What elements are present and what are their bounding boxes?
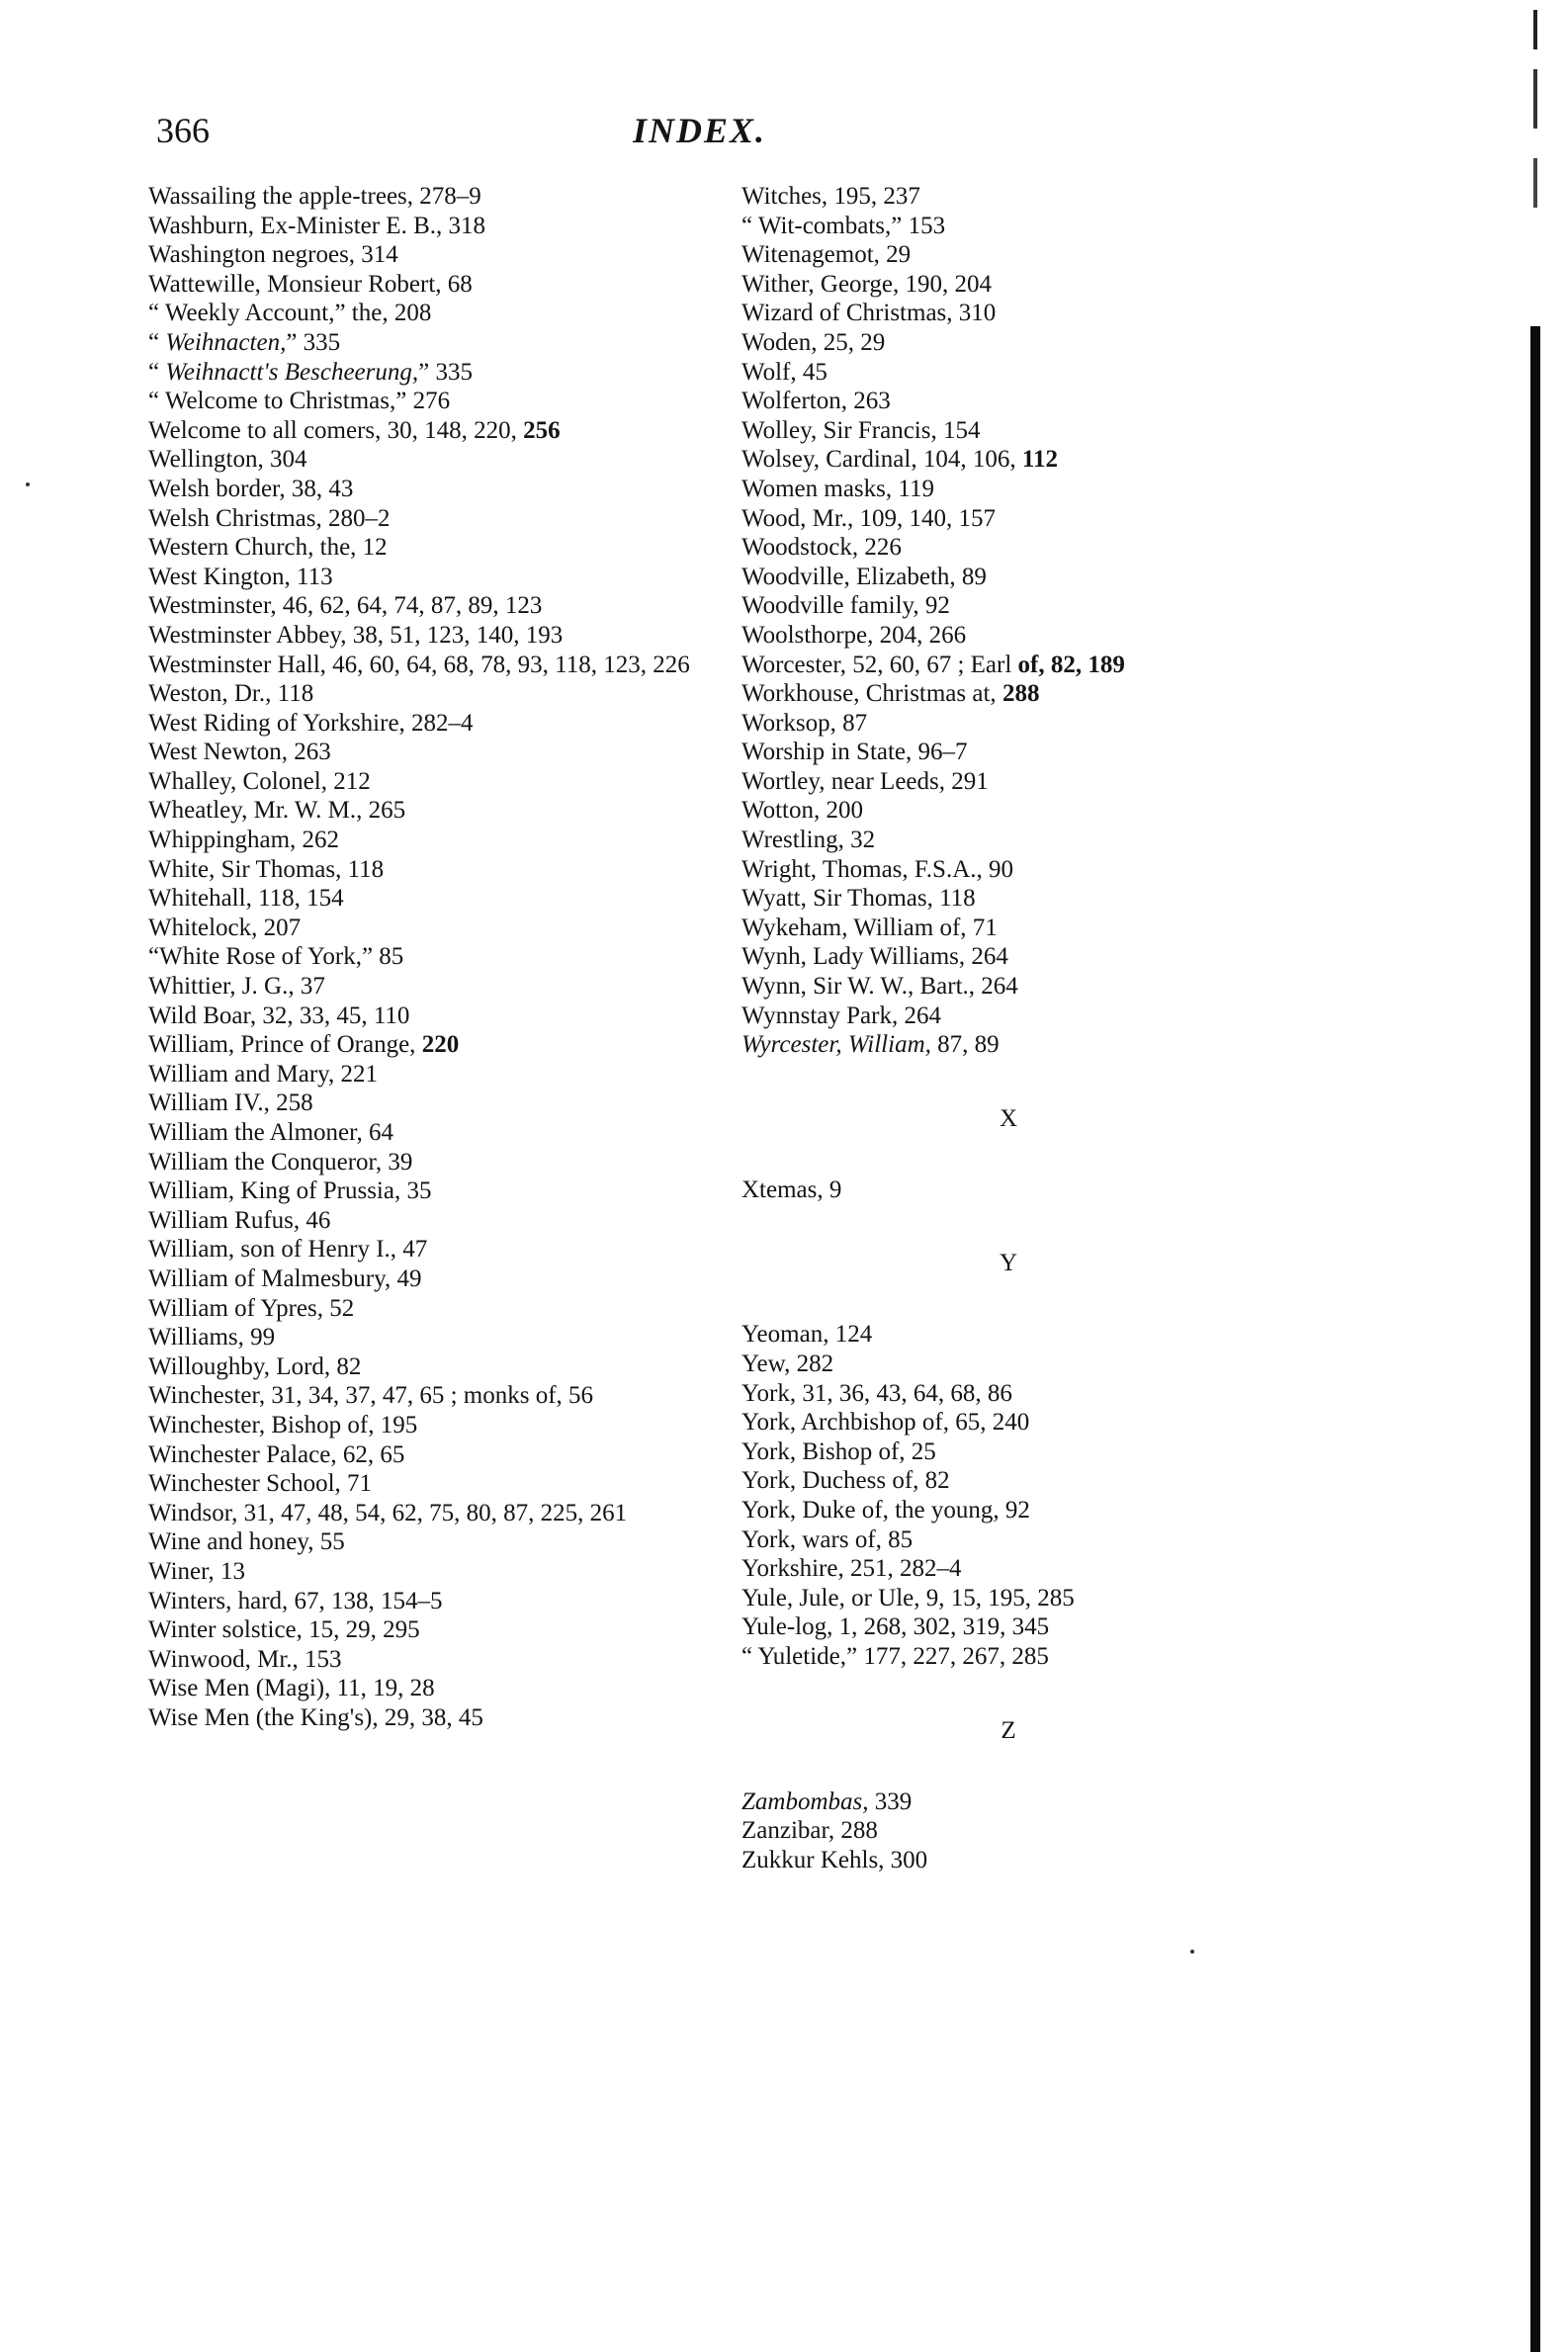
entry-text: William the Conqueror, 39 [148,1148,413,1176]
index-entry [148,475,702,504]
index-entry [148,270,702,300]
index-entry [741,1584,1295,1613]
index-entry [741,1612,1295,1642]
index-entry [148,855,702,885]
index-entry [148,212,702,241]
index-entry [741,563,1295,592]
entry-post: 339 [868,1787,913,1815]
entry-text: West Kington, 113 [148,563,333,590]
entry-bold: 112 [1021,446,1058,474]
entry-text: William of Malmesbury, 49 [148,1264,422,1292]
entry-text: Whitelock, 207 [148,914,302,941]
entry-text: “ Wit-combats,” 153 [741,212,946,239]
index-entry [148,796,702,826]
entry-text: Witenagemot, 29 [741,241,912,269]
index-entry [148,1206,702,1236]
index-entry [741,358,1295,388]
index-entry [741,651,1295,680]
index-entry [741,621,1295,651]
index-entry [741,1379,1295,1409]
index-entry [148,563,702,592]
w-entries [741,182,1295,1060]
entry-text: “ Welcome to Christmas,” 276 [148,388,451,415]
index-entry [148,1060,702,1089]
index-entry [741,1787,1295,1817]
page-edge-marks [1533,10,1537,297]
index-entry [741,1466,1295,1496]
entry-text: Washburn, Ex-Minister E. B., 318 [148,212,486,239]
page-title: INDEX. [633,111,767,150]
entry-text: William the Almoner, 64 [148,1119,393,1146]
index-entry [741,387,1295,416]
index-entry [148,942,702,972]
index-entry [741,1496,1295,1525]
entry-text: William, Prince of Orange, [148,1031,422,1059]
entry-text: Welsh border, 38, 43 [148,475,354,502]
entry-text: Yew, 282 [741,1350,834,1377]
entry-text: Wassailing the apple-trees, 278–9 [148,183,481,210]
index-entry [148,709,702,739]
index-entry [148,826,702,855]
index-entry [741,533,1295,563]
entry-bold: 288 [1002,680,1040,708]
entry-text: Winter solstice, 15, 29, 295 [148,1616,420,1644]
entry-text: Zukkur Kehls, 300 [741,1846,928,1873]
index-entry [148,1615,702,1645]
entry-text: Winchester, Bishop of, 195 [148,1411,418,1438]
z-entries [741,1787,1295,1875]
entry-text: Westminster Abbey, 38, 51, 123, 140, 193 [148,621,564,649]
index-entry [148,1587,702,1616]
entry-text: Wolf, 45 [741,358,828,386]
entry-post: ” 335 [286,328,341,356]
entry-italic: Zambombas, [741,1787,869,1815]
entry-text: Wheatley, Mr. W. M., 265 [148,797,406,825]
index-entry [741,738,1295,767]
entry-text: Yorkshire, 251, 282–4 [741,1555,962,1583]
entry-text: Witches, 195, 237 [741,183,920,210]
entry-text: “ Yuletide,” 177, 227, 267, 285 [741,1642,1049,1670]
entry-text: Winchester, 31, 34, 37, 47, 65 ; monks of, 56 [148,1382,594,1410]
index-entry [148,1440,702,1470]
index-entry [148,182,702,212]
entry-pre: “ [148,328,166,356]
index-entry [741,1408,1295,1437]
entry-text: Welsh Christmas, 280–2 [148,504,391,532]
entry-text: Wolley, Sir Francis, 154 [741,416,981,444]
entry-text: William of Ypres, 52 [148,1294,355,1322]
index-entry [148,328,702,358]
entry-text: Wyatt, Sir Thomas, 118 [741,885,976,913]
index-entry [741,1554,1295,1584]
entry-italic: Weihnacten, [165,328,287,356]
entry-text: Williams, 99 [148,1324,276,1351]
index-entry [148,1148,702,1177]
index-entry [741,826,1295,855]
index-entry [148,738,702,767]
index-entry [148,679,702,709]
index-entry [741,884,1295,914]
entry-text: Worksop, 87 [741,709,868,737]
index-entry [148,1002,702,1031]
index-entry [148,1264,702,1294]
index-entry [148,1089,702,1118]
scan-speck [1190,1950,1194,1954]
entry-text: Whitehall, 118, 154 [148,885,344,913]
index-entry [741,240,1295,270]
entry-text: Whippingham, 262 [148,827,340,854]
entry-text: Woolsthorpe, 204, 266 [741,621,967,649]
index-entry [148,1557,702,1587]
entry-text: William and Mary, 221 [148,1060,379,1088]
entry-text: Wizard of Christmas, 310 [741,300,997,327]
entry-bold: 220 [421,1031,460,1059]
index-entry [741,270,1295,300]
page-edge-shadow [1530,326,1540,2352]
index-entry [741,445,1295,475]
index-column-left [148,182,702,1732]
entry-text: Wynn, Sir W. W., Bart., 264 [741,973,1018,1001]
entry-text: Wellington, 304 [148,446,307,474]
index-entry [148,1294,702,1324]
index-entry [148,1176,702,1206]
index-entry [148,651,702,680]
page-number: 366 [156,111,210,150]
entry-text: Woodville family, 92 [741,592,950,620]
index-entry [148,358,702,388]
entry-text: Weston, Dr., 118 [148,680,314,708]
entry-text: York, Archbishop of, 65, 240 [741,1409,1030,1437]
section-heading-y: Y [999,1250,1018,1277]
entry-text: William Rufus, 46 [148,1206,331,1234]
entry-text: Wine and honey, 55 [148,1528,345,1556]
entry-text: Yeoman, 124 [741,1321,873,1349]
entry-text: Worcester, 52, 60, 67 ; Earl [741,651,1018,678]
entry-text: Workhouse, Christmas at, [741,680,1002,708]
index-entry [148,621,702,651]
index-entry [741,709,1295,739]
entry-text: William IV., 258 [148,1089,313,1117]
entry-text: Whittier, J. G., 37 [148,973,325,1001]
entry-text: Women masks, 119 [741,475,934,502]
index-entry [148,767,702,797]
entry-text: Wood, Mr., 109, 140, 157 [741,504,997,532]
index-entry [741,855,1295,885]
index-entry [148,1118,702,1148]
entry-text: Westminster Hall, 46, 60, 64, 68, 78, 93, 118, 123, 226 [148,651,690,678]
entry-text: Winchester School, 71 [148,1470,373,1498]
index-entry [148,1469,702,1499]
entry-text: Western Church, the, 12 [148,534,388,562]
entry-bold: of, 82, 189 [1017,651,1125,678]
index-entry [148,1703,702,1733]
page-header [0,107,1568,154]
index-entry [741,591,1295,621]
index-entry [741,299,1295,328]
index-entry [148,1381,702,1411]
index-entry [741,1002,1295,1031]
entry-text: York, 31, 36, 43, 64, 68, 86 [741,1379,1012,1407]
y-entries [741,1320,1295,1671]
index-entry [741,475,1295,504]
index-entry [148,1030,702,1060]
entry-text: Winwood, Mr., 153 [148,1645,342,1673]
entry-text: Yule, Jule, or Ule, 9, 15, 195, 285 [741,1584,1075,1612]
index-entry [148,1499,702,1528]
entry-text: Winters, hard, 67, 138, 154–5 [148,1587,443,1614]
entry-italic: Wyrcester, William, [741,1031,931,1059]
index-entry [148,1235,702,1264]
entry-text: Windsor, 31, 47, 48, 54, 62, 75, 80, 87, 225, 261 [148,1499,628,1526]
entry-text: Wortley, near Leeds, 291 [741,767,989,795]
index-entry [741,942,1295,972]
entry-text: Wise Men (Magi), 11, 19, 28 [148,1675,435,1702]
index-entry [148,387,702,416]
index-entry [741,1642,1295,1672]
entry-text: Wolferton, 263 [741,388,891,415]
entry-bold: 256 [523,416,561,444]
index-entry [741,504,1295,534]
entry-text: Winchester Palace, 62, 65 [148,1440,405,1468]
index-entry [148,972,702,1002]
entry-text: William, King of Prussia, 35 [148,1177,432,1205]
index-entry [741,679,1295,709]
index-entry [741,1816,1295,1846]
entry-italic: Weihnactt's Bescheerung, [165,358,419,386]
index-entry [741,972,1295,1002]
scan-speck [26,482,30,486]
entry-text: York, Duke of, the young, 92 [741,1496,1030,1524]
entry-text: York, Bishop of, 25 [741,1437,936,1465]
entry-text: Wykeham, William of, 71 [741,914,998,941]
entry-text: Wright, Thomas, F.S.A., 90 [741,855,1014,883]
index-entry [148,1352,702,1382]
entry-text: Worship in State, 96–7 [741,739,968,766]
index-entry [741,1525,1295,1555]
entry-text: Xtemas, 9 [741,1176,842,1203]
entry-text: Wither, George, 190, 204 [741,270,993,298]
entry-text: Wynnstay Park, 264 [741,1002,941,1029]
entry-text: Woodstock, 226 [741,534,902,562]
index-entry [148,1411,702,1440]
index-entry [148,504,702,534]
entry-post: ” 335 [418,358,473,386]
index-entry [148,1323,702,1352]
entry-text: “White Rose of York,” 85 [148,943,404,971]
index-entry [741,212,1295,241]
index-entry [741,796,1295,826]
index-entry [148,416,702,446]
entry-text: York, wars of, 85 [741,1525,914,1553]
index-entry [148,533,702,563]
index-entry [741,1437,1295,1467]
index-entry [741,1320,1295,1350]
entry-text: William, son of Henry I., 47 [148,1236,428,1263]
entry-text: Wattewille, Monsieur Robert, 68 [148,270,473,298]
entry-text: Wolsey, Cardinal, 104, 106, [741,446,1022,474]
index-entry [741,416,1295,446]
index-column-right [741,182,1295,1874]
index-entry [148,1527,702,1557]
entry-text: Wynh, Lady Williams, 264 [741,943,1008,971]
entry-text: Wrestling, 32 [741,827,876,854]
index-entry [148,1674,702,1703]
entry-text: Wild Boar, 32, 33, 45, 110 [148,1002,410,1029]
index-entry [148,240,702,270]
entry-text: Wise Men (the King's), 29, 38, 45 [148,1703,483,1731]
section-heading-z: Z [1001,1716,1016,1744]
entry-text: Yule-log, 1, 268, 302, 319, 345 [741,1613,1050,1641]
index-entry [741,767,1295,797]
index-entry [148,299,702,328]
index-entry [148,1645,702,1675]
entry-text: Welcome to all comers, 30, 148, 220, [148,416,524,444]
entry-text: Woodville, Elizabeth, 89 [741,563,987,590]
index-entry [148,914,702,943]
entry-text: York, Duchess of, 82 [741,1467,950,1495]
entry-post: 87, 89 [930,1031,1000,1059]
index-entry [741,1030,1295,1060]
entry-text: Wotton, 200 [741,797,863,825]
entry-text: White, Sir Thomas, 118 [148,855,385,883]
index-entry [148,445,702,475]
index-entry [741,1176,1295,1205]
index-entry [741,182,1295,212]
entry-text: Woden, 25, 29 [741,328,886,356]
entry-text: Whalley, Colonel, 212 [148,767,371,795]
entry-text: Winer, 13 [148,1557,245,1585]
entry-text: West Riding of Yorkshire, 282–4 [148,709,474,737]
index-entry [148,884,702,914]
x-entries [741,1176,1295,1205]
entry-text: “ Weekly Account,” the, 208 [148,300,432,327]
entry-text: Westminster, 46, 62, 64, 74, 87, 89, 123 [148,592,543,620]
index-entry [741,328,1295,358]
section-heading-x: X [999,1104,1018,1132]
entry-text: Zanzibar, 288 [741,1817,878,1845]
index-entry [741,1350,1295,1379]
index-entry [741,914,1295,943]
index-entry [741,1846,1295,1875]
entry-text: West Newton, 263 [148,739,331,766]
entry-text: Washington negroes, 314 [148,241,398,269]
index-entry [148,591,702,621]
entry-pre: “ [148,358,166,386]
entry-text: Willoughby, Lord, 82 [148,1352,362,1380]
